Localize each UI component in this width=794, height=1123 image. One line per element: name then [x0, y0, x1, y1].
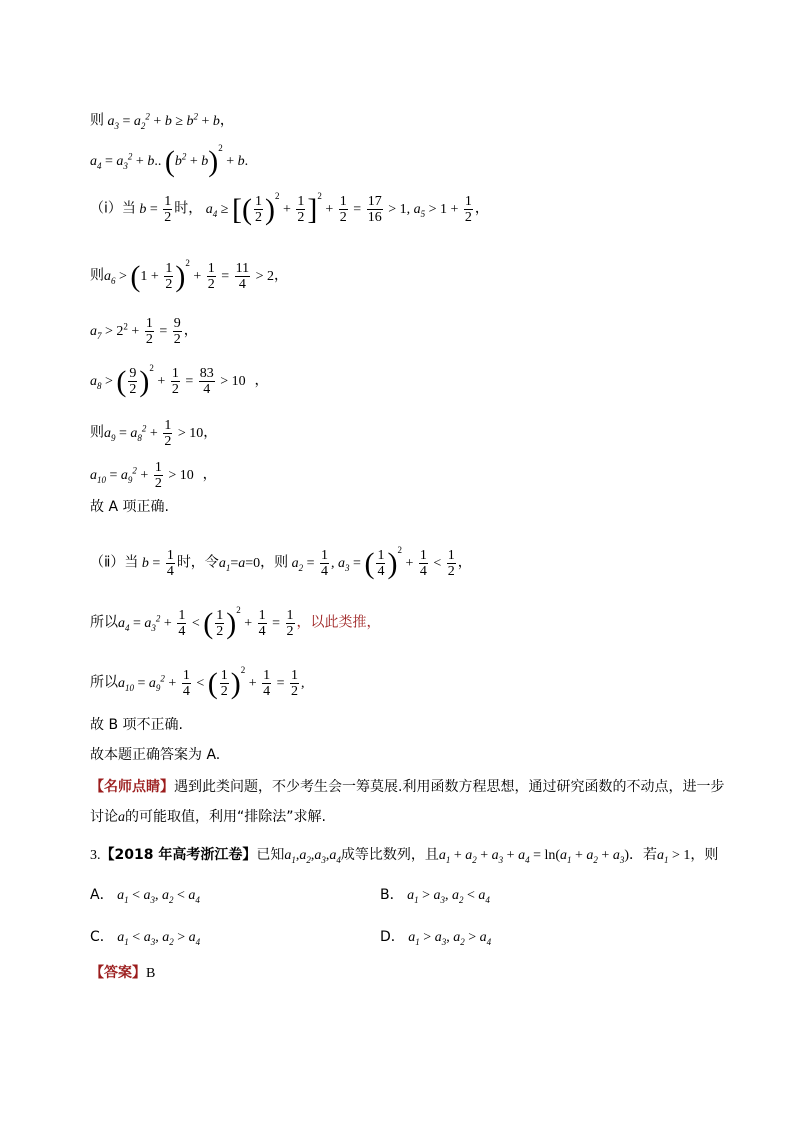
text-ze: ，则 [260, 554, 289, 571]
teacher-tip-text-1: 遇到此类问题，不少考生会一筹莫展.利用函数方程思想，通过研究函数的不动点，进一步 [174, 779, 725, 795]
question-number: 3. [90, 848, 101, 863]
solution-line-7: 则$a_9 = a_8^2$ + $\frac{1}{2}$ > 10， [90, 418, 218, 449]
teacher-tip-text-2b: 的可能取值，利用“排除法”求解. [125, 809, 326, 825]
case-ii-label: （ⅱ）当 [90, 554, 139, 571]
solution-line-ii: （ⅱ）当 b = $\frac{1}{4}$ 时，令$a_1=a=0$，则 $a_2$ = $\frac{1}{4}$ , $a_3$ = ( $\frac{1}{4}$ )$^2$ + $\frac{1}{4}$ < $\frac{1}{2}$ ， [90, 544, 472, 580]
question-3: 3.【2018 年高考浙江卷】已知$a_1,a_2,a_3,a_4$成等比数列，且$a_1 + a_2 + a_3 + a_4 = \ln(a_1 + a_2 + a_3)$．若$a_1 > 1$，则 [90, 847, 719, 865]
teacher-tip-text-2a: 讨论 [90, 809, 118, 825]
question-text-d: ，则 [690, 847, 719, 863]
solution-line-4: 则$a_6 > (1$ + $\frac{1}{2}$ )$^2$ + $\frac{1}{2}$ = $\frac{11}{4}$ > 2， [90, 257, 289, 293]
text-ze: 则 [90, 267, 104, 284]
dots: .. [154, 153, 162, 169]
option-d-label: D． [380, 929, 405, 945]
option-c-label: C． [90, 929, 114, 945]
question-source: 【2018 年高考浙江卷】 [100, 847, 257, 863]
text-suoyi: 所以 [90, 674, 118, 691]
conclusion-a-correct: 故 A 项正确. [90, 499, 169, 515]
case-i-label: （ⅰ）当 [90, 200, 136, 217]
text-shi: 时， [174, 200, 203, 217]
solution-line-a10: 所以$a_{10} = a_9^2$ + $\frac{1}{4}$ < ( $\frac{1}{2}$ )$^2$ + $\frac{1}{4}$ = $\frac{1}{2}$ , [90, 664, 305, 700]
question-text-c: ．若 [629, 847, 657, 863]
text-shi-ling: 时，令 [176, 554, 219, 571]
text-ze: 则 [90, 112, 104, 129]
conclusion-answer-a: 故本题正确答案为 A. [90, 747, 221, 763]
teacher-tip-line-1 [90, 777, 724, 798]
option-b[interactable]: B． $a_1 > a_3$, $a_2 < a_4$ [380, 887, 490, 905]
question-text-a: 已知 [256, 847, 285, 863]
option-a-label: A． [90, 887, 114, 903]
answer-line [90, 963, 155, 984]
solution-line-6: $a_8$ > ( $\frac{9}{2}$ )$^2$ + $\frac{1}{2}$ = $\frac{83}{4}$ > 10 ， [90, 362, 269, 398]
option-c[interactable]: C． $a_1 < a_3$, $a_2 > a_4$ [90, 929, 201, 947]
teacher-tip-line-2: 讨论a的可能取值，利用“排除法”求解. [90, 809, 326, 825]
question-text-b: 成等比数列，且 [340, 847, 439, 863]
teacher-tip-label: 【名师点睛】 [90, 779, 174, 795]
option-b-label: B． [380, 887, 404, 903]
solution-line-5: $a_7 > 2^2$ + $\frac{1}{2}$ = $\frac{9}{2}$ ， [90, 316, 198, 347]
answer-label: 【答案】 [90, 965, 146, 981]
option-a[interactable]: A． $a_1 < a_3$, $a_2 < a_4$ [90, 887, 200, 905]
text-suoyi: 所以 [90, 614, 118, 631]
solution-line-a4: 所以$a_4 = a_3^2$ + $\frac{1}{4}$ < ( $\frac{1}{2}$ )$^2$ + $\frac{1}{4}$ = $\frac{1}{2}$ ，以此类推， [90, 604, 381, 640]
answer-value: B [146, 966, 156, 981]
conclusion-b-incorrect: 故 B 项不正确. [90, 717, 183, 733]
solution-line-2: $a_4 = a_3^2 + b$.. $(b^2 + b)^2 + b$. [90, 142, 249, 178]
option-d[interactable]: D． $a_1 > a_3$, $a_2 > a_4$ [380, 929, 492, 947]
text-ze: 则 [90, 424, 104, 441]
solution-line-1: 则 $a_3 = a_2^2 + b \ge b^2 + b$， [90, 111, 234, 131]
text-yici-leitui: ，以此类推， [296, 614, 381, 631]
solution-line-8: $a_{10} = a_9^2$ + $\frac{1}{2}$ > 10 ， [90, 460, 217, 491]
solution-line-3: （ⅰ）当 b = $\frac{1}{2}$ 时， $a_4$ ≥ [( $\frac{1}{2}$ )$^2$ + $\frac{1}{2}$ ]$^2$ + $\frac{1}{2}$ = $\frac{17}{16}$ > 1, $a_5 > 1$ + $\frac{1}{2}$ ， [90, 190, 489, 226]
